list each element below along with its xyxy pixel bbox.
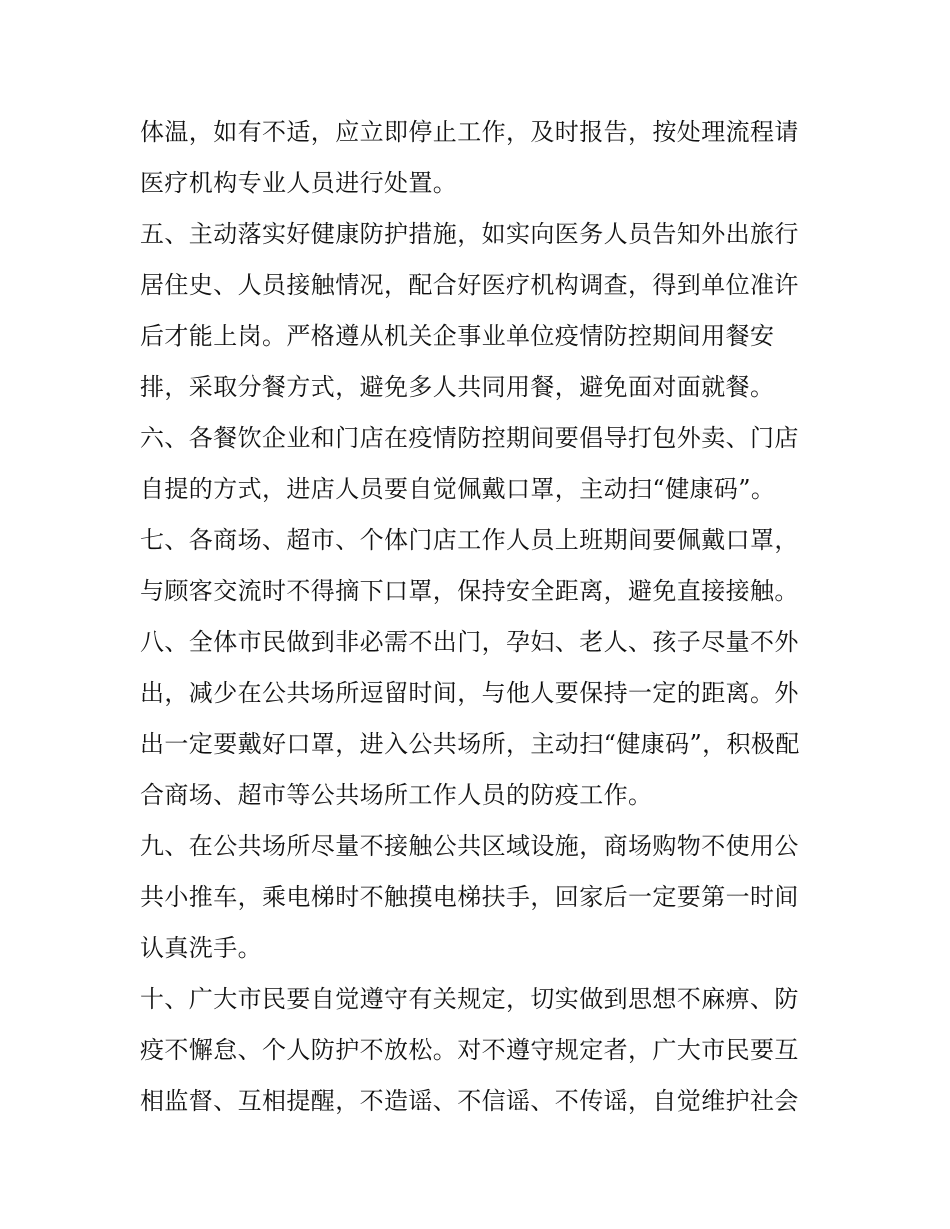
text-line-14: 合商场、超市等公共场所工作人员的防疫工作。 [140,781,653,809]
text-line-6: 排，采取分餐方式，避免多人共同用餐，避免面对面就餐。 [140,373,775,401]
text-line-12: 出，减少在公共场所逗留时间，与他人要保持一定的距离。外 [140,679,799,707]
text-line-13: 出一定要戴好口罩，进入公共场所，主动扫“健康码”，积极配 [140,730,800,758]
text-line-20: 相监督、互相提醒，不造谣、不信谣、不传谣，自觉维护社会 [140,1087,799,1115]
text-line-1: 体温，如有不适，应立即停止工作，及时报告，按处理流程请 [140,118,799,146]
text-line-18: 十、广大市民要自觉遵守有关规定，切实做到思想不麻痹、防 [140,985,799,1013]
text-line-8: 自提的方式，进店人员要自觉佩戴口罩，主动扫“健康码”。 [140,475,776,503]
text-line-11: 八、全体市民做到非必需不出门，孕妇、老人、孩子尽量不外 [140,628,799,656]
text-line-7: 六、各餐饮企业和门店在疫情防控期间要倡导打包外卖、门店 [140,424,799,452]
text-line-17: 认真洗手。 [140,934,262,962]
text-line-2: 医疗机构专业人员进行处置。 [140,169,458,197]
text-line-3: 五、主动落实好健康防护措施，如实向医务人员告知外出旅行 [140,220,799,248]
text-line-15: 九、在公共场所尽量不接触公共区域设施，商场购物不使用公 [140,832,799,860]
text-line-19: 疫不懈怠、个人防护不放松。对不遵守规定者，广大市民要互 [140,1036,799,1064]
text-line-4: 居住史、人员接触情况，配合好医疗机构调查，得到单位准许 [140,271,799,299]
text-line-9: 七、各商场、超市、个体门店工作人员上班期间要佩戴口罩， [140,526,799,554]
document-body [140,107,840,1127]
text-line-16: 共小推车，乘电梯时不触摸电梯扶手，回家后一定要第一时间 [140,883,799,911]
text-line-10: 与顾客交流时不得摘下口罩，保持安全距离，避免直接接触。 [140,577,799,605]
text-line-5: 后才能上岗。严格遵从机关企事业单位疫情防控期间用餐安 [140,322,775,350]
